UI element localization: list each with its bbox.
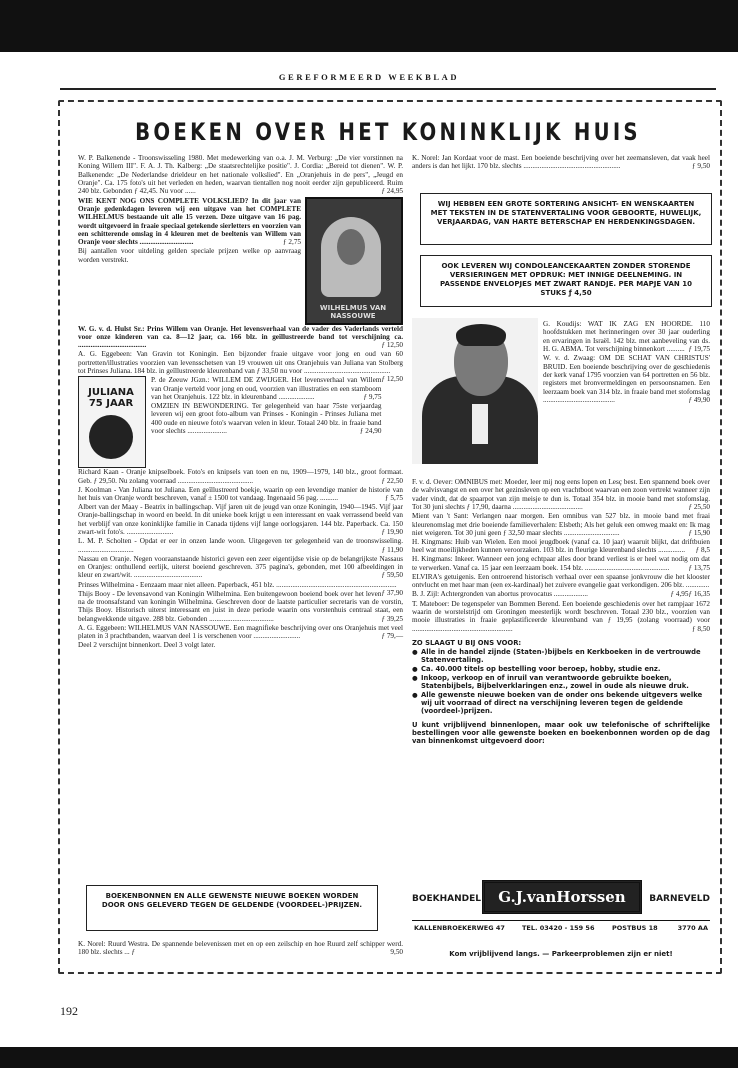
page-number: 192 xyxy=(60,1004,78,1018)
ad-place: BARNEVELD xyxy=(649,894,710,904)
wilhelmus-cover-text: WILHELMUS VAN NASSOUWE xyxy=(319,303,387,321)
list-item: Nassau en Oranje. Negen vooraanstaande historici geven een zeer eigentijdse visie op de belangrijkste Nassaus en Oranjes: onthullend eerlijk, uiterst boeiend geschreven. 375 pagina's, gebonden, met 100 afbeeldingen in kleur en zwart/wit. ...................................... ƒ 59,50 xyxy=(78,554,403,580)
list-item: Mient van 't Sant: Verlangen naar morgen. Een omnibus van 527 blz. in mooie band met fraai kleurenomslag met drie boeiende familieverhalen: Elsbeth; Als het geluk een omweg maakt en: Ik mag niet weigeren. Tot 30 juni geen ƒ 32,50 maar slechts ............................... ƒ 15,90 xyxy=(412,512,710,537)
list-item: ● Alle gewenste nieuwe boeken van de onder ons bekende uitgevers welke wij uit voorraad of direct na verschijning leveren tegen de geldende (voordeel-)prijzen. xyxy=(412,691,710,715)
boekenbonnen-box: BOEKENBONNEN EN ALLE GEWENSTE NIEUWE BOEKEN WORDEN DOOR ONS GELEVERD TEGEN DE GELDENDE (VOORDEEL-)PRIJZEN. xyxy=(86,885,378,931)
list-item: W. P. Balkenende - Troonswisseling 1980. Met medewerking van o.a. J. M. Verburg: „De vier vorstinnen na Koning Willem III". F. A. J. Th. Kalberg: „De staatsrechtelijke positie". J. Cordia: „Bereid tot dienen". W. P. Balkenende: „De Nederlandse drieldeur en het nationale volkslied". En „Oranjehuis in de pers", „Jeugd en Oranje". Ca. 175 foto's uit het verleden en heden, waarvan tientallen nog nooit eerder zijn gepubliceerd. Ruim 240 blz. Gebonden ƒ 42,45. Nu voor ...... ƒ 24,95 xyxy=(78,154,403,196)
bookstore-ad xyxy=(412,866,710,942)
list-item: ● Ca. 40.000 titels op bestelling voor beroep, hobby, studie enz. xyxy=(412,665,710,673)
list-item: Richard Kaan - Oranje knipselboek. Foto's en knipsels van toen en nu, 1909—1979, 140 blz., groot formaat. Geb. ƒ 29,50. Nu zolang voorraad .......................................... ƒ 22,50 xyxy=(78,468,403,485)
list-item: WIE KENT NOG ONS COMPLETE VOLKSLIED? In dit jaar van Oranje gedenkdagen leveren wij een uitgave van het COMPLETE WILHELMUS bestaande uit alle 15 verzen. Deze uitgave van 16 pag. wordt uitgevoerd in fraaie speciaal getekende sierletters en voorzien van een schitterende omslag in 4 kleuren met de beeltenis van Willem van Oranje voor slechts .............................. ƒ 2,75 xyxy=(78,196,301,247)
right-top-item: K. Norel: Jan Kordaat voor de mast. Een boeiende beschrijving over het zeemansleven, dat vaak heel anders is dan het lijkt. 170 blz. slechts ...................................................... ƒ 9,50 xyxy=(412,154,710,171)
list-item: Deel 2 verschijnt binnenkort. Deel 3 volgt later. xyxy=(78,641,216,650)
list-item: F. v. d. Oever: OMNIBUS met: Moeder, leer mij nog eens lopen en Lesç best. Een spannend boek over de walvisvangst en een over het gezinsleven op een vrachtboot waarvan een zoon vertrekt wanneer zijn vader vindt, dat de spaarpot van zijn meisje te dun is. Totaal 354 blz. in mooie band met stofomslag. Tot 30 juni slechts ƒ 17,90, daarna ....................................... ƒ 25,50 xyxy=(412,478,710,512)
list-item: H. Kingmans: Huib van Wielen. Een mooi jeugdboek (vanaf ca. 10 jaar) waaruit blijkt, dat driftbuien heel wat moeilijkheden kunnen veroorzaken. 103 blz. in fleurige kleurenband slechts ............... ƒ 8,5 xyxy=(412,538,710,555)
ad-postcode: 3770 AA xyxy=(677,924,708,932)
wilhelmus-cover-image xyxy=(305,197,403,325)
right-column-beside-photo xyxy=(543,320,710,405)
condoleance-box: OOK LEVEREN WIJ CONDOLEANCEKAARTEN ZONDER STORENDE VERSIERINGEN MET OPDRUK: MET INNIGE DEELNEMING. IN PASSENDE ENVELOPJES MET ZWART RANDJE. PER MAPJE VAN 10 STUKS ƒ 4,50 xyxy=(420,255,712,307)
list-item: W. G. v. d. Hulst Sr.: Prins Willem van Oranje. Het levensverhaal van de vader des Vaderlands verteld voor onze kinderen van ca. 8—12 jaar, ca. 166 blz. in geïllustreerde band tot verschijning ca. ...................................... ƒ 12,50 xyxy=(78,324,403,350)
slaagt-list xyxy=(412,648,710,715)
list-item: Albert van der Maay - Beatrix in ballingschap. Vijf jaren uit de jeugd van onze Koningin, 1940—1945. Vijf jaar Oranje-ballingschap in woord en beeld. In dit unieke boek krijgt u een interessant en vaak verrassend beeld van het verblijf van onze koninklijke familie in Canada tijdens vijf lange oorlogsjaren. 144 blz. Paperback. Ca. 150 zwart-wit foto's. .......................... ƒ 19,90 xyxy=(78,503,403,537)
list-item: W. v. d. Zwaag: OM DE SCHAT VAN CHRISTUS' BRUID. Een boeiende beschrijving over de geschiedenis der kerk vanaf 1795 voorzien van 64 portretten en 56 blz. registers met bronvermeldingen en persoonsnamen. Een leerzaam boek van 314 blz. in fraaie band met stofomslag ........................................ ƒ 49,90 xyxy=(543,354,710,404)
list-item: Prinses Wilhelmina - Eenzaam maar niet alleen. Paperback, 451 blz. ................................................................... ƒ 37,90 xyxy=(78,580,403,597)
left-column xyxy=(78,154,403,651)
list-item: A. G. Eggebeen: WILHELMUS VAN NASSOUWE. Een magnifieke beschrijving over ons Oranjehuis met veel platen in 3 prachtbanden, waarvan deel 1 is verschenen voor .......................... ƒ 79,— xyxy=(78,623,403,641)
ad-logo: G.J.vanHorssen xyxy=(482,880,642,914)
list-item: J. Koolman - Van Juliana tot Juliana. Een geïllustreerd boekje, waarin op een levendige manier de historie van het huis van Oranje wordt beschreven, vanaf ± 1500 tot vandaag. Ingenaaid 56 pag. .......... ƒ 5,75 xyxy=(78,485,403,502)
ad-phone: TEL. 03420 - 159 56 xyxy=(522,924,595,932)
ad-slogan: Kom vrijblijvend langs. — Parkeerproblemen zijn er niet! xyxy=(449,950,673,958)
juliana-cover-image xyxy=(78,376,146,468)
list-item: G. Koudijs: WAT IK ZAG EN HOORDE. 110 hoofdstukken met herinneringen over 30 jaar ouderling en ervaringen in Israël. 142 blz. met aanbeveling van ds. H. G. ABMA. Tot verschijning binnenkort .......... ƒ 19,75 xyxy=(543,320,710,354)
binnenlopen-text: U kunt vrijblijvend binnenlopen, maar ook uw telefonische of schriftelijke bestellingen voor alle gewenste boeken en boekenbonnen worden op de dag van binnenkomst uitgevoerd door: xyxy=(412,721,710,746)
juliana-cover-text: JULIANA 75 JAAR xyxy=(88,387,134,410)
scan-bottom-edge xyxy=(0,1047,738,1068)
header-rule xyxy=(60,88,716,90)
list-item: L. M. P. Scholten - Opdat er eer in onzen lande woon. Uitgegeven ter gelegenheid van de troonswisseling. ............................... ƒ 11,90 xyxy=(78,537,403,554)
scan-top-edge xyxy=(0,0,738,52)
ad-postbus: POSTBUS 18 xyxy=(612,924,658,932)
page-title: BOEKEN OVER HET KONINKLIJK HUIS xyxy=(135,118,641,146)
ad-boekhandel: BOEKHANDEL xyxy=(412,894,482,904)
right-column xyxy=(412,478,710,746)
slaagt-heading: ZO SLAAGT U BIJ ONS VOOR: xyxy=(412,638,522,647)
list-item: P. de Zeeuw JGzn.: WILLEM DE ZWIJGER. Het levensverhaal van Willem van Oranje verteld voor jong en oud, voorzien van illustraties en een stamboom van het Oranjehuis. 122 blz. in kleurenband .................... ƒ 9,75 xyxy=(151,376,382,401)
list-item: Bij aantallen voor uitdeling gelden speciale prijzen welke op aanvraag worden verstrekt. xyxy=(78,247,301,264)
running-head: GEREFORMEERD WEEKBLAD xyxy=(278,72,460,82)
list-item: A. G. Eggebeen: Van Gravin tot Koningin. Een bijzonder fraaie uitgave voor jong en oud van 60 portretten/illustraties voorzien van levensschetsen van 19 vrouwen uit ons Oranjehuis van Juliana van Stolberg tot Prinses Juliana. 184 blz. in geïllustreerde kleurenband van ƒ 33,50 nu voor ................................................ ƒ 12,50 xyxy=(78,350,403,384)
list-item: ELVIRA's getuigenis. Een ontroerend historisch verhaal over een spaanse jonkvrouw die het klooster ontvlucht en met haar man (een ex-kardinaal) het zuivere evangelie gaat verkondigen. 206 blz. ............. ƒ 16,35 xyxy=(412,572,710,598)
list-item: OMZIEN IN BEWONDERING. Ter gelegenheid van haar 75ste verjaardag leveren wij een groot foto-album van Prinses - Koningin - Prinses Juliana met 400 oude en nieuwe foto's waarvan velen in kleur. Totaal 240 blz. in fraaie band voor slechts ...................... ƒ 24,90 xyxy=(151,402,382,436)
list-item: T. Mateboer: De tegenspeler van Bommen Berend. Een boeiende geschiedenis over het rampjaar 1672 waarin de worstelstrijd om Groningen meesterlijk wordt beschreven. Totaal 230 blz., voorzien van mooie illustraties in fraaie geplastificeerde kleurenband van ƒ 19,95 (zolang voorraad) voor ........................................................ ƒ 8,50 xyxy=(412,599,710,633)
ad-address: KALLENBROEKERWEG 47 xyxy=(414,924,505,932)
list-item: B. J. Zijl: Achtergronden van abortus provocatus ................... ƒ 4,95 xyxy=(412,590,689,599)
list-item: ● Inkoop, verkoop en of inruil van verantwoorde gebruikte boeken, Statenbijbels, Bijbelverklaringen enz., zowel in oude als nieuwe druk. xyxy=(412,674,710,690)
left-last-item: K. Norel: Ruurd Westra. De spannende belevenissen met en op een zeilschip en hoe Ruurd zelf schipper werd. 180 blz. slechts ... ƒ 9,50 xyxy=(78,940,403,957)
list-item: ● Alle in de handel zijnde (Staten-)bijbels en Kerkboeken in de vertrouwde Statenvertaling. xyxy=(412,648,710,664)
list-item: Thijs Booy - De levensavond van Koningin Wilhelmina. Een buitengewoon boeiend boek over het leven na de troonsafstand van koningin Wilhelmina. Geschreven door de laatste particulier secretaris van de vorstin, Thijs Booy. Historisch uiterst interessant en juist in deze periode waarin ons vorstenhuis centraal staat, een belangwekkende uitgave. 288 blz. Gebonden .................................... ƒ 39,25 xyxy=(78,589,403,623)
author-portrait-image xyxy=(412,318,538,464)
wenskaarten-box: WIJ HEBBEN EEN GROTE SORTERING ANSICHT- EN WENSKAARTEN MET TEKSTEN IN DE STATENVERTALING VOOR GEBOORTE, HUWELIJK, VERJAARDAG, VAN HARTE BETERSCHAP EN HERDENKINGSDAGEN. xyxy=(420,193,712,245)
list-item: H. Kingmans: Inkeer. Wanneer een jong echtpaar alles door brand verliest is er heel wat nodig om dat te verwerken. Vanaf ca. 15 jaar een leerzaam boek. 154 blz. ............................................... ƒ 13,75 xyxy=(412,555,710,572)
